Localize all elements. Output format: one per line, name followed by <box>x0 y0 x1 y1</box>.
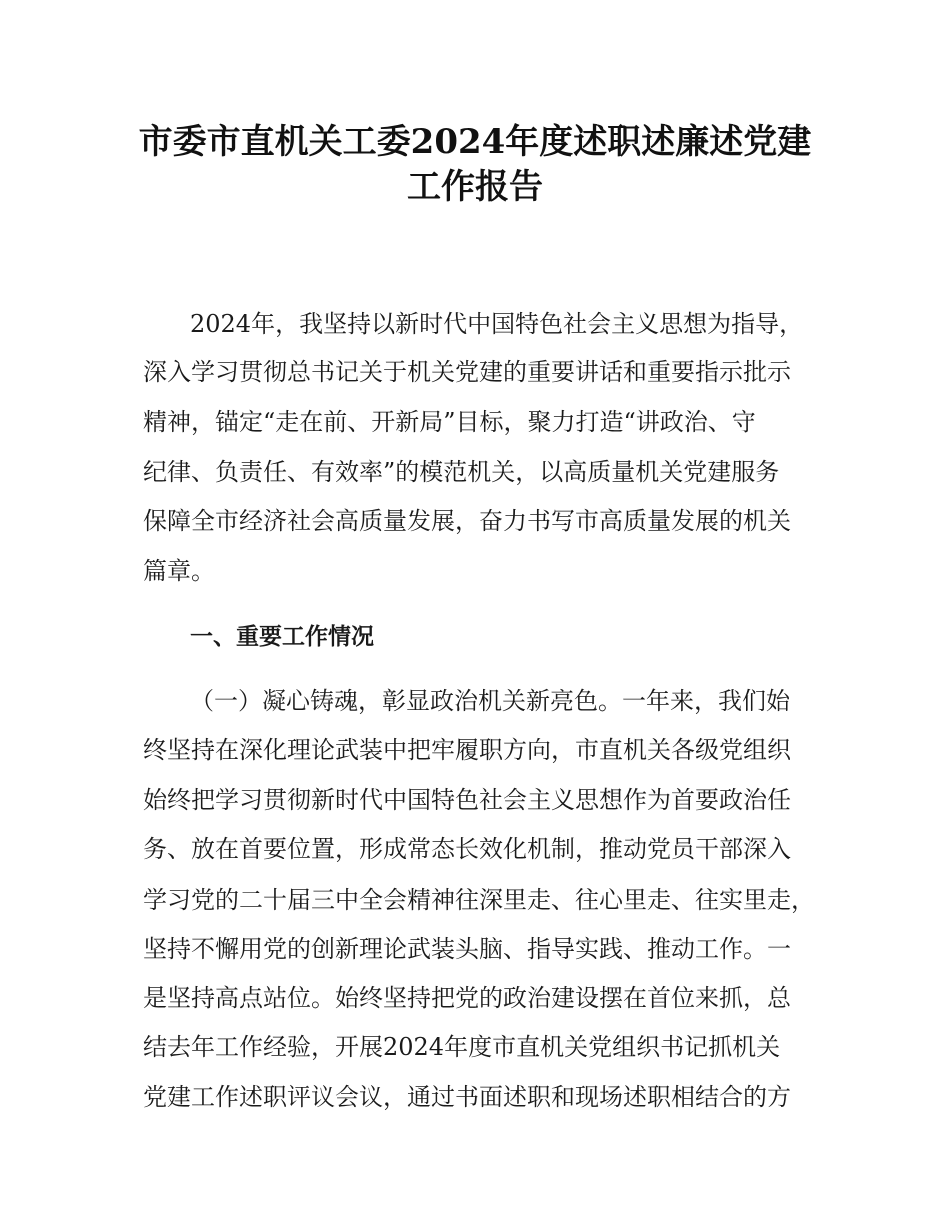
section-line: 终坚持在深化理论武装中把牢履职方向，市直机关各级党组织 <box>143 736 791 764</box>
section-line: 务、放在首要位置，形成常态长效化机制，推动党员干部深入 <box>143 835 791 863</box>
section-line: 结去年工作经验，开展2024年度市直机关党组织书记抓机关 <box>143 1033 781 1061</box>
section-line: （一）凝心铸魂，彰显政治机关新亮色。一年来，我们始 <box>190 687 790 715</box>
intro-line: 2024年，我坚持以新时代中国特色社会主义思想为指导， <box>190 310 804 338</box>
intro-line: 精神，锚定“走在前、开新局”目标，聚力打造“讲政治、守 <box>143 408 756 436</box>
section-line: 学习党的二十届三中全会精神往深里走、往心里走、往实里走， <box>143 886 815 914</box>
section-line: 坚持不懈用党的创新理论武装头脑、指导实践、推动工作。一 <box>143 935 791 963</box>
section-line: 是坚持高点站位。始终坚持把党的政治建设摆在首位来抓，总 <box>143 984 791 1012</box>
intro-line: 纪律、负责任、有效率”的模范机关，以高质量机关党建服务 <box>143 458 780 486</box>
intro-line: 深入学习贯彻总书记关于机关党建的重要讲话和重要指示批示 <box>143 358 791 386</box>
intro-line: 篇章。 <box>143 557 215 585</box>
section-line: 党建工作述职评议会议，通过书面述职和现场述职相结合的方 <box>143 1083 791 1111</box>
section-heading: 一、重要工作情况 <box>190 624 374 650</box>
document-title-line-2: 工作报告 <box>407 167 543 207</box>
section-line: 始终把学习贯彻新时代中国特色社会主义思想作为首要政治任 <box>143 786 791 814</box>
document-title-line-1: 市委市直机关工委2024年度述职述廉述党建 <box>138 122 812 162</box>
intro-line: 保障全市经济社会高质量发展，奋力书写市高质量发展的机关 <box>143 507 791 535</box>
